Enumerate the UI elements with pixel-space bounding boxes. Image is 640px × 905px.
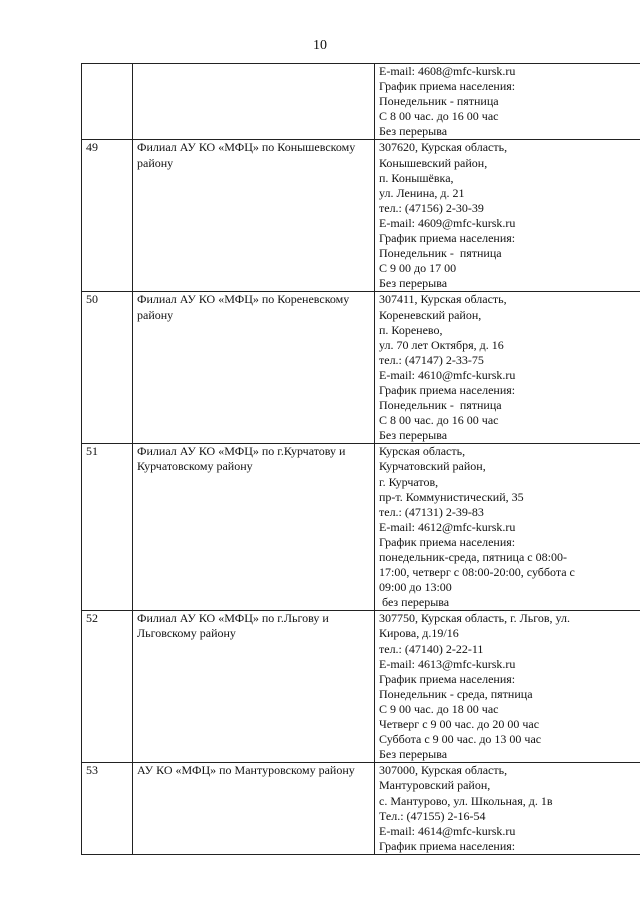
info-line: с. Мантурово, ул. Школьная, д. 1в: [379, 793, 553, 808]
info-line: 307411, Курская область,: [379, 292, 507, 307]
info-line: Без перерыва: [379, 747, 448, 762]
info-line: 307620, Курская область,: [379, 140, 508, 155]
info-line: Понедельник - пятница: [379, 246, 502, 261]
info-line: График приема населения:: [379, 79, 516, 94]
table-row: [82, 292, 640, 444]
info-line: График приема населения:: [379, 382, 516, 397]
branch-name: [133, 64, 375, 140]
info-line: Суббота с 9 00 час. до 13 00 час: [379, 732, 542, 747]
info-line: 307750, Курская область, г. Льгов, ул.: [379, 611, 571, 626]
info-line: Курчатовский район,: [379, 459, 486, 474]
info-line: Без перерыва: [379, 428, 448, 443]
info-line: без перерыва: [379, 595, 450, 610]
info-line: E-mail: 4608@mfc-kursk.ru: [379, 64, 516, 78]
table-row: [82, 763, 640, 855]
info-line: Конышевский район,: [379, 155, 488, 170]
branch-contact-info: [375, 611, 640, 763]
info-line: Кореневский район,: [379, 307, 482, 322]
info-line: Четверг с 9 00 час. до 20 00 час: [379, 717, 540, 732]
info-line: тел.: (47147) 2-33-75: [379, 352, 484, 367]
info-line: Понедельник - среда, пятница: [379, 686, 533, 701]
info-line: График приема населения:: [379, 838, 516, 853]
info-line: тел.: (47131) 2-39-83: [379, 504, 484, 519]
branch-contact-info: [375, 140, 640, 292]
info-line: ул. 70 лет Октября, д. 16: [379, 337, 504, 352]
info-line: тел.: (47156) 2-30-39: [379, 200, 484, 215]
branch-contact-info: [375, 444, 640, 611]
info-line: понедельник-среда, пятница с 08:00-: [379, 550, 567, 564]
info-line: График приема населения:: [379, 231, 516, 246]
table-row: [82, 64, 640, 140]
info-line: E-mail: 4612@mfc-kursk.ru: [379, 519, 516, 534]
row-number: 49: [82, 140, 133, 292]
info-line: 17:00, четверг с 08:00-20:00, суббота с: [379, 565, 575, 580]
info-line: Курская область,: [379, 444, 466, 459]
page-number: 10: [313, 38, 327, 53]
info-line: E-mail: 4613@mfc-kursk.ru: [379, 656, 516, 671]
info-line: пр-т. Коммунистический, 35: [379, 489, 524, 504]
info-line: С 9 00 до 17 00: [379, 261, 457, 276]
table-body: [82, 64, 640, 855]
branch-contact-info: [375, 292, 640, 444]
info-line: С 9 00 час. до 18 00 час: [379, 701, 499, 716]
table-row: [82, 140, 640, 292]
info-line: С 8 00 час. до 16 00 час: [379, 413, 499, 428]
branch-name: Филиал АУ КО «МФЦ» по Конышевскому району: [133, 140, 375, 292]
info-line: E-mail: 4609@mfc-kursk.ru: [379, 215, 516, 230]
branch-contact-info: [375, 763, 640, 855]
info-line: п. Коренево,: [379, 322, 443, 337]
row-number: [82, 64, 133, 140]
branch-name: Филиал АУ КО «МФЦ» по г.Льгову и Льговскому району: [133, 611, 375, 763]
branch-name: Филиал АУ КО «МФЦ» по г.Курчатову и Курчатовскому району: [133, 444, 375, 611]
info-line: График приема населения:: [379, 671, 516, 686]
info-line: Понедельник - пятница: [379, 94, 499, 109]
table-row: [82, 611, 640, 763]
info-line: E-mail: 4614@mfc-kursk.ru: [379, 823, 516, 838]
info-line: Кирова, д.19/16: [379, 626, 459, 641]
row-number: 53: [82, 763, 133, 855]
info-line: тел.: (47140) 2-22-11: [379, 641, 484, 656]
info-line: С 8 00 час. до 16 00 час: [379, 109, 499, 124]
info-line: 307000, Курская область,: [379, 763, 508, 778]
info-line: Тел.: (47155) 2-16-54: [379, 808, 486, 823]
branch-name: АУ КО «МФЦ» по Мантуровскому району: [133, 763, 375, 855]
table-row: [82, 444, 640, 611]
info-line: 09:00 до 13:00: [379, 580, 452, 595]
branch-contact-info: [375, 64, 640, 140]
row-number: 52: [82, 611, 133, 763]
row-number: 51: [82, 444, 133, 611]
info-line: Мантуровский район,: [379, 778, 491, 793]
info-line: Без перерыва: [379, 124, 448, 139]
branch-name: Филиал АУ КО «МФЦ» по Кореневскому району: [133, 292, 375, 444]
info-line: п. Конышёвка,: [379, 170, 454, 185]
info-line: Понедельник - пятница: [379, 398, 502, 413]
row-number: 50: [82, 292, 133, 444]
info-line: E-mail: 4610@mfc-kursk.ru: [379, 367, 516, 382]
mfc-branches-table: [81, 63, 640, 855]
info-line: Без перерыва: [379, 276, 448, 291]
info-line: График приема населения:: [379, 534, 516, 549]
info-line: ул. Ленина, д. 21: [379, 185, 465, 200]
info-line: г. Курчатов,: [379, 474, 439, 489]
